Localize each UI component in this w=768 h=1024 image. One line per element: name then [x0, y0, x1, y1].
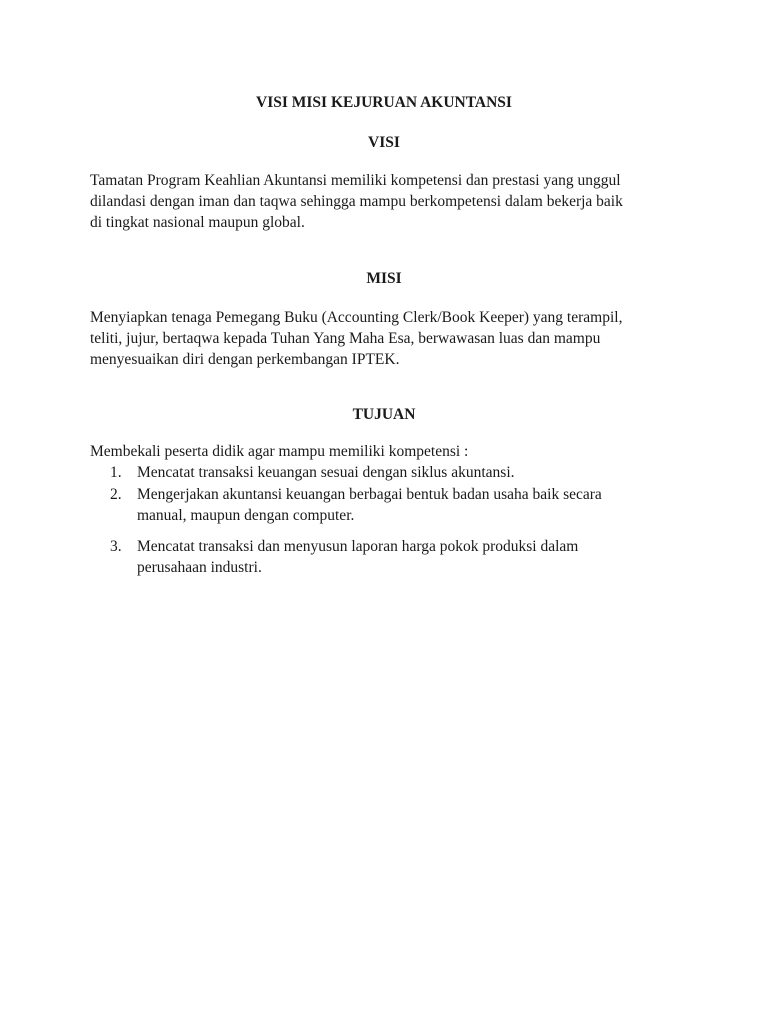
document-title: VISI MISI KEJURUAN AKUNTANSI	[256, 94, 512, 111]
visi-heading: VISI	[368, 134, 400, 151]
visi-paragraph	[90, 170, 690, 233]
list-item-text: Mencatat transaksi dan menyusun laporan harga pokok produksi dalam	[137, 538, 579, 555]
list-item-text: perusahaan industri.	[137, 559, 262, 576]
list-item-number: 2.	[110, 486, 122, 503]
misi-line: menyesuaikan diri dengan perkembangan IPTEK.	[90, 351, 400, 368]
misi-paragraph	[90, 307, 690, 370]
misi-line: teliti, jujur, bertaqwa kepada Tuhan Yang Maha Esa, berwawasan luas dan mampu	[90, 330, 601, 347]
list-item-text: Mengerjakan akuntansi keuangan berbagai bentuk badan usaha baik secara	[137, 486, 602, 503]
list-item	[110, 484, 670, 526]
list-item	[110, 536, 670, 578]
list-item-number: 1.	[110, 464, 122, 481]
tujuan-intro: Membekali peserta didik agar mampu memiliki kompetensi :	[90, 443, 469, 460]
visi-line: Tamatan Program Keahlian Akuntansi memiliki kompetensi dan prestasi yang unggul	[90, 172, 621, 189]
misi-heading: MISI	[366, 270, 402, 287]
list-item-text: manual, maupun dengan computer.	[137, 507, 355, 524]
list-item	[110, 462, 670, 483]
list-item-number: 3.	[110, 538, 122, 555]
list-item-text: Mencatat transaksi keuangan sesuai dengan siklus akuntansi.	[137, 464, 515, 481]
tujuan-heading: TUJUAN	[352, 406, 416, 423]
misi-line: Menyiapkan tenaga Pemegang Buku (Accounting Clerk/Book Keeper) yang terampil,	[90, 309, 623, 326]
visi-line: di tingkat nasional maupun global.	[90, 214, 305, 231]
visi-line: dilandasi dengan iman dan taqwa sehingga mampu berkompetensi dalam bekerja baik	[90, 193, 623, 210]
